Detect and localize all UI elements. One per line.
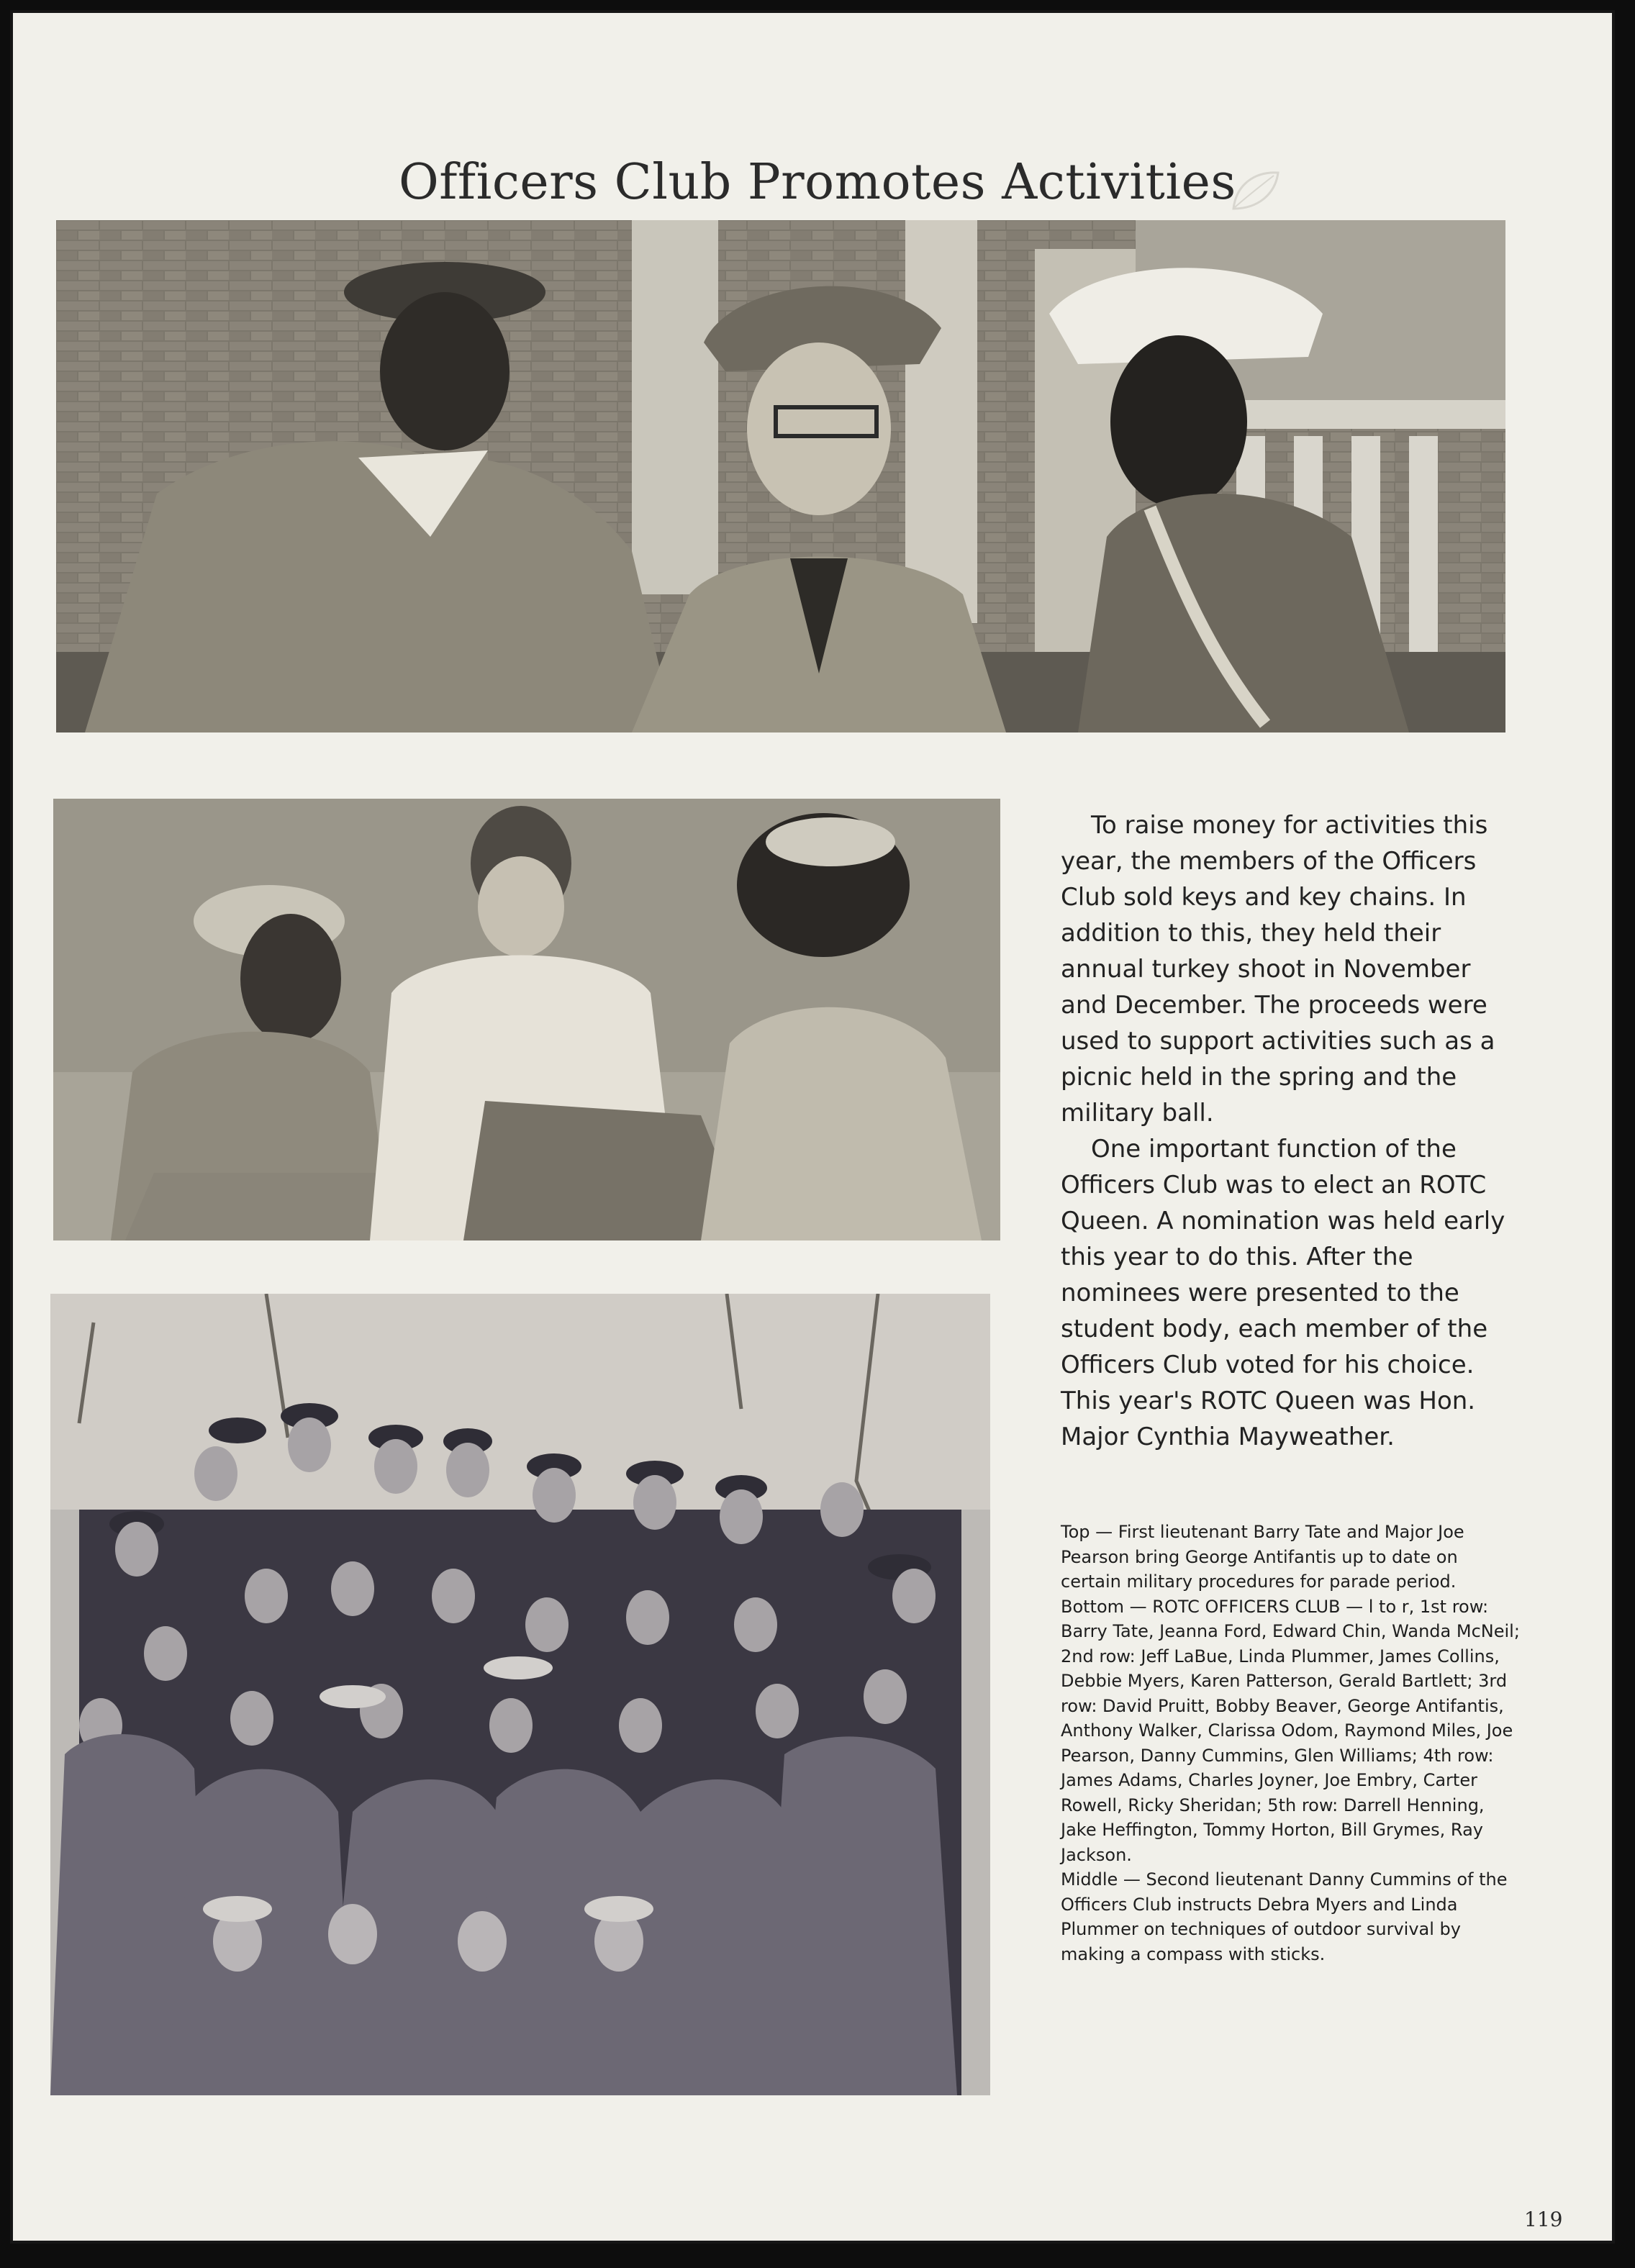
caption-bottom: Bottom — ROTC OFFICERS CLUB — l to r, 1st row: Barry Tate, Jeanna Ford, Edward Chin, Wanda McNeil; 2nd row: Jeff LaBue, Linda Plummer, James Collins, Debbie Myers, Karen Patterson, Gerald Bartlett; 3rd row: David Pruitt, Bobby Beaver, George Antifantis, Anthony Walker, Clarissa Odom, Raymond Miles, Joe Pearson, Danny Cummins, Glen Williams; 4th row: James Adams, Charles Joyner, Joe Embry, Carter Rowell, Ricky Sheridan; 5th row: Darrell Henning, Jake Heffington, Tommy Horton, Bill Grymes, Ray Jackson. bbox=[1061, 1596, 1520, 1865]
bottom-photo bbox=[50, 1294, 990, 2095]
caption-middle: Middle — Second lieutenant Danny Cummins of the Officers Club instructs Debra Myers and Linda Plummer on techniques of outdoor survival by making a compass with sticks. bbox=[1061, 1869, 1508, 1964]
middle-photo bbox=[53, 799, 1000, 1240]
body-paragraph: To raise money for activities this year, the members of the Officers Club sold keys and key chains. In addition to this, they held their annual turkey shoot in November and December. The proceeds were used to support activities such as a picnic held in the spring and the military ball. bbox=[1061, 811, 1495, 1128]
top-photo-image bbox=[56, 220, 1505, 732]
page-title: Officers Club Promotes Activities bbox=[399, 154, 1236, 211]
leaf-icon bbox=[1229, 167, 1282, 213]
middle-photo-image bbox=[53, 799, 1000, 1240]
caption-top: Top — First lieutenant Barry Tate and Major Joe Pearson bring George Antifantis up to date on certain military procedures for parade period. bbox=[1061, 1522, 1464, 1592]
article-body bbox=[1061, 807, 1521, 1455]
body-paragraph: One important function of the Officers Club was to elect an ROTC Queen. A nomination was held early this year to do this. After the nominees were presented to the student body, each member of the Officers Club voted for his choice. This year's ROTC Queen was Hon. Major Cynthia Mayweather. bbox=[1061, 1135, 1505, 1451]
page-number: 119 bbox=[1524, 2208, 1563, 2231]
bottom-photo-image bbox=[50, 1294, 990, 2095]
yearbook-page bbox=[10, 10, 1615, 2244]
photo-captions bbox=[1061, 1520, 1521, 1967]
top-photo bbox=[56, 220, 1505, 732]
